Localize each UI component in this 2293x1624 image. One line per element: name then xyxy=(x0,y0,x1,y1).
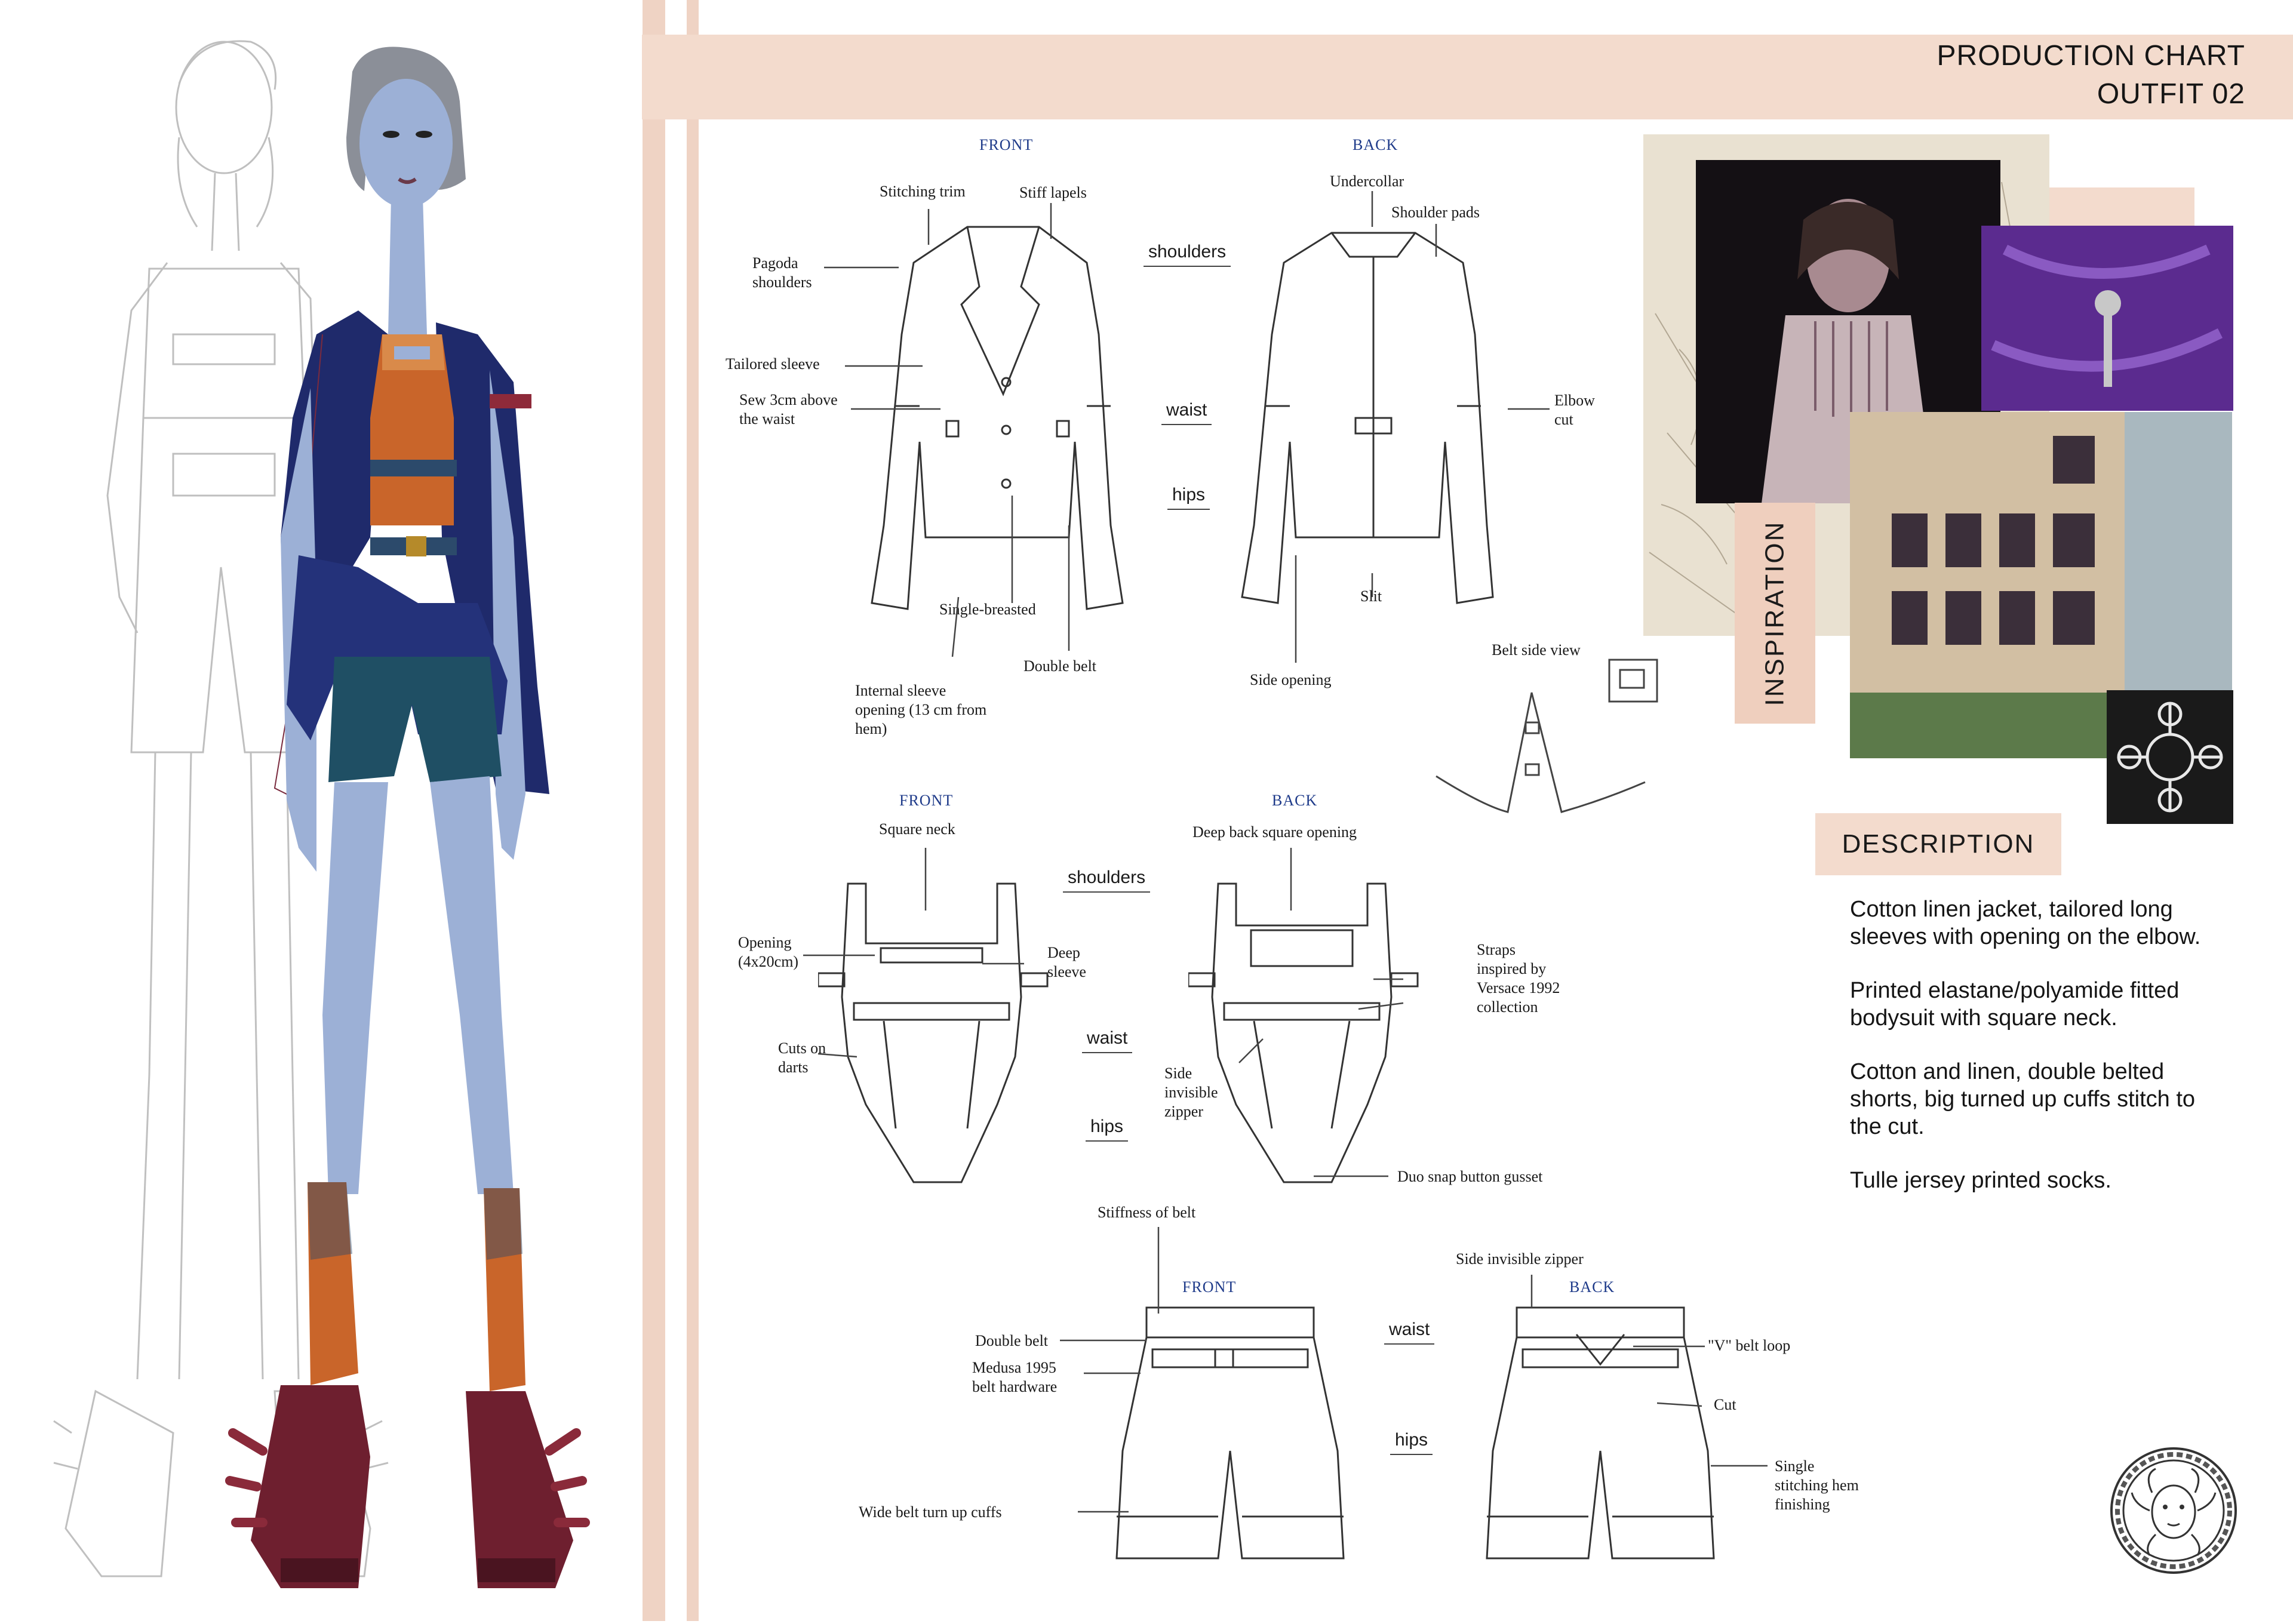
description-paragraph-bodysuit: Printed elastane/polyamide fitted bodysuit with square neck. xyxy=(1850,978,2180,1031)
inspiration-greca-pattern xyxy=(2107,690,2233,824)
label-single-breasted: Single-breasted xyxy=(939,601,1036,618)
label-opening: Opening (4x20cm) xyxy=(738,934,799,970)
inspiration-label: INSPIRATION xyxy=(1760,520,1790,706)
bodysuit-leader-lines xyxy=(642,776,1657,1224)
label-square-neck: Square neck xyxy=(879,820,955,838)
label-medusa-hardware: Medusa 1995 belt hardware xyxy=(972,1359,1058,1395)
label-side-opening: Side opening xyxy=(1250,671,1332,688)
label-single-stitching-hem: Single stitching hem finishing xyxy=(1775,1457,1859,1513)
label-cuts-on-darts: Cuts on darts xyxy=(778,1039,826,1076)
purple-fabric-image xyxy=(1981,226,2233,411)
label-wide-belt-cuffs: Wide belt turn up cuffs xyxy=(859,1503,1002,1521)
description-body xyxy=(1850,896,2232,1220)
label-sew-above-waist: Sew 3cm above the waist xyxy=(739,391,838,427)
shorts-back-title: BACK xyxy=(1569,1278,1615,1296)
label-shorts-side-invisible-zipper: Side invisible zipper xyxy=(1456,1250,1584,1268)
jacket-measure-shoulders: shoulders xyxy=(1144,242,1231,267)
label-shoulder-pads: Shoulder pads xyxy=(1391,204,1480,221)
jacket-leader-lines xyxy=(642,119,1657,776)
medusa-logo xyxy=(2108,1445,2239,1576)
jacket-measure-waist: waist xyxy=(1161,400,1212,425)
label-tailored-sleeve: Tailored sleeve xyxy=(726,355,820,373)
label-pagoda-shoulders: Pagoda shoulders xyxy=(752,254,812,291)
shorts-measure-waist: waist xyxy=(1384,1320,1434,1345)
inspiration-label-wrap xyxy=(1735,503,1815,724)
jacket-back-title: BACK xyxy=(1353,136,1398,153)
bodysuit-measure-hips: hips xyxy=(1086,1116,1128,1142)
fashion-illustration-panel xyxy=(0,0,642,1621)
bodysuit-measure-shoulders: shoulders xyxy=(1063,868,1150,893)
label-side-invisible-zipper: Side invisible zipper xyxy=(1164,1065,1218,1120)
label-elbow-cut: Elbow cut xyxy=(1554,392,1595,428)
bodysuit-measure-waist: waist xyxy=(1082,1028,1132,1053)
label-straps-inspired: Straps inspired by Versace 1992 collection xyxy=(1477,941,1560,1016)
medusa-logo-icon xyxy=(2108,1445,2239,1576)
description-tab: DESCRIPTION xyxy=(1815,813,2061,875)
label-v-belt-loop: "V" belt loop xyxy=(1708,1337,1791,1354)
label-duo-snap-gusset: Duo snap button gusset xyxy=(1397,1168,1543,1185)
label-deep-back-square-opening: Deep back square opening xyxy=(1192,823,1357,841)
description-paragraph-socks: Tulle jersey printed socks. xyxy=(1850,1168,2111,1193)
description-paragraph-shorts: Cotton and linen, double belted shorts, big turned up cuffs stitch to the cut. xyxy=(1850,1059,2196,1139)
bodysuit-front-title: FRONT xyxy=(899,792,954,809)
label-internal-sleeve-opening: Internal sleeve opening (13 cm from hem) xyxy=(855,682,987,737)
label-slit: Slit xyxy=(1360,588,1382,605)
inspiration-purple-fabric-photo xyxy=(1981,226,2233,411)
description-paragraph-jacket: Cotton linen jacket, tailored long sleeves with opening on the elbow. xyxy=(1850,897,2201,949)
bodysuit-back-title: BACK xyxy=(1272,792,1318,809)
shorts-measure-hips: hips xyxy=(1390,1430,1433,1455)
fashion-illustration xyxy=(0,0,642,1621)
label-undercollar: Undercollar xyxy=(1330,173,1404,190)
title-line-1: PRODUCTION CHART xyxy=(1937,40,2245,72)
label-belt-side-view: Belt side view xyxy=(1492,641,1581,659)
label-deep-sleeve: Deep sleeve xyxy=(1047,944,1086,980)
label-shorts-double-belt: Double belt xyxy=(975,1332,1049,1349)
shorts-leader-lines xyxy=(642,1218,1776,1576)
page-title xyxy=(1937,37,2245,113)
label-double-belt: Double belt xyxy=(1023,657,1097,675)
jacket-measure-hips: hips xyxy=(1167,485,1210,510)
label-stiff-lapels: Stiff lapels xyxy=(1019,184,1087,201)
title-line-2: OUTFIT 02 xyxy=(2097,78,2245,110)
jacket-front-title: FRONT xyxy=(979,136,1034,153)
label-stiffness-of-belt: Stiffness of belt xyxy=(1098,1204,1196,1221)
label-stitching-trim: Stitching trim xyxy=(880,183,966,200)
shorts-front-title: FRONT xyxy=(1182,1278,1237,1296)
label-shorts-cut: Cut xyxy=(1714,1396,1736,1413)
greca-pattern-image xyxy=(2107,690,2233,824)
